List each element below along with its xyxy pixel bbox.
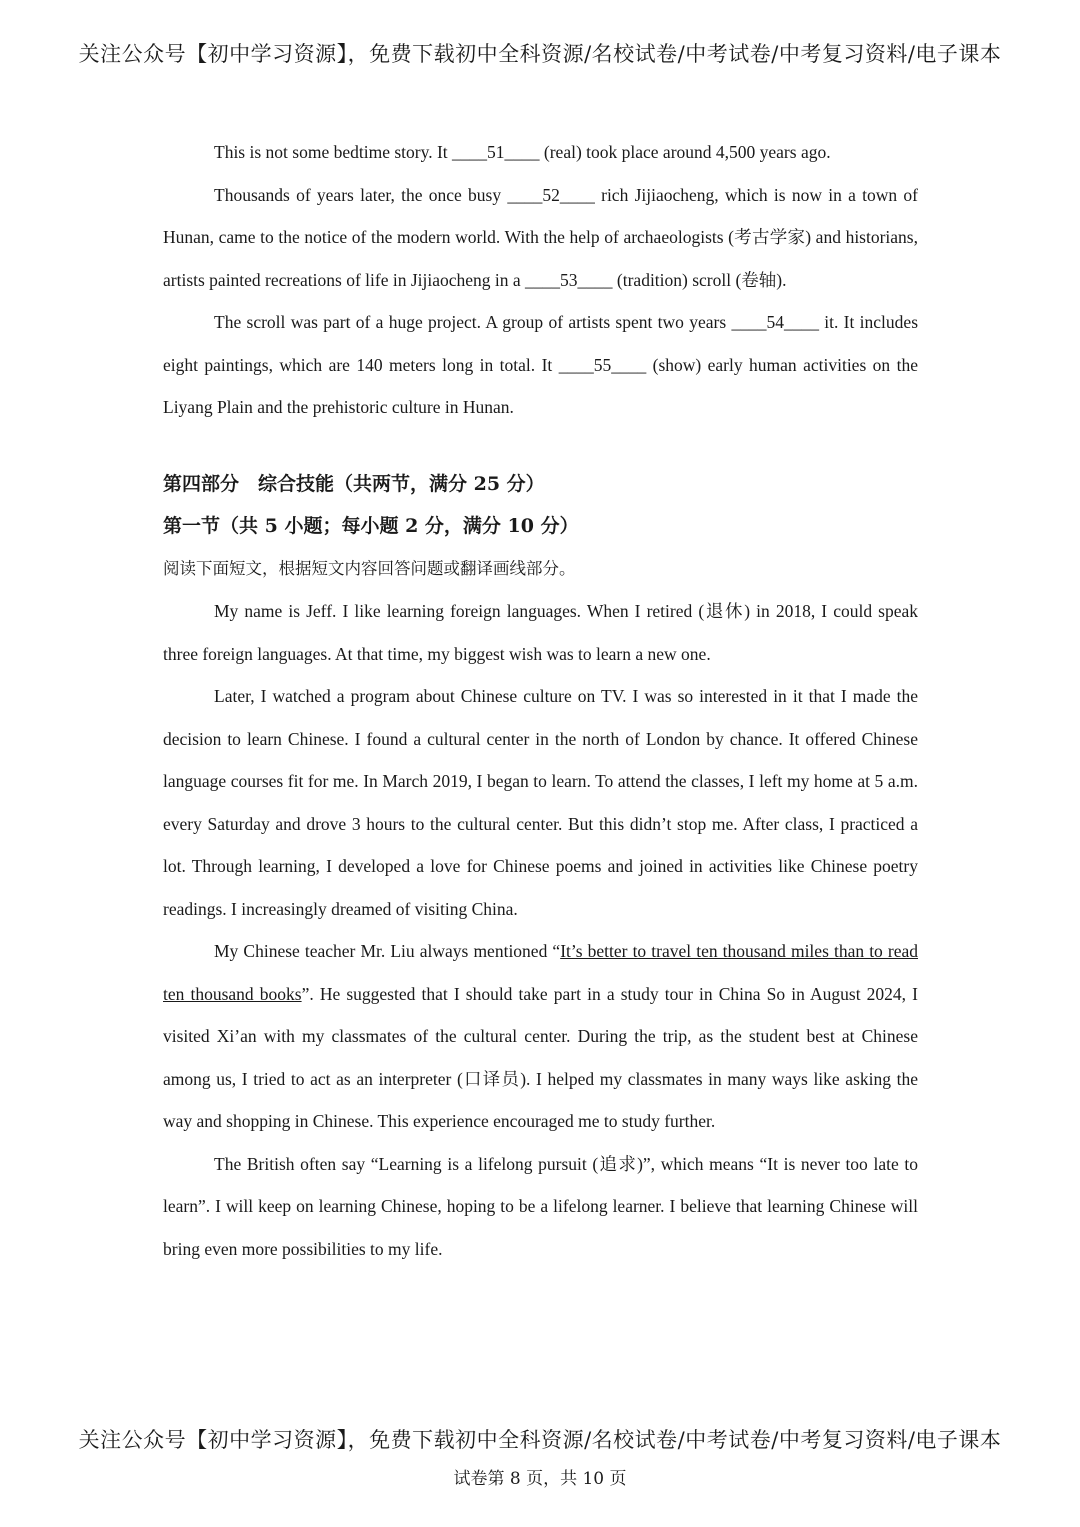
reading-passage-paragraph-1: My name is Jeff. I like learning foreign languages. When I retired (退休) in 2018, I could speak three foreign languages. At that time, my biggest wish was to learn a new one.	[163, 601, 918, 664]
text-run: (show) early human activities on the Liyang Plain and the prehistoric culture in Hunan.	[163, 354, 918, 417]
text-run: (tradition) scroll (卷轴).	[612, 269, 787, 290]
blank-52: ____52____	[507, 184, 595, 205]
reading-passage-paragraph-3	[163, 930, 918, 1143]
text-run: rich Jijiaocheng, which is now in a town of Hunan, came to the notice of the modern world. With the help of archaeologists (考古学家) and historians, artists painted recreations of life in Jijiaocheng in a	[163, 184, 918, 290]
text-run: ”. He suggested that I should take part in a study tour in China So in August 2024, I visited Xi’an with my classmates of the cultural center. During the trip, as the student best at Chinese among us, I tried to act as an interpreter (口译员). I helped my classmates in many ways like asking the way and shopping in Chinese. This experience encouraged me to study further.	[163, 983, 918, 1131]
part4-heading: 第四部分 综合技能（共两节，满分 25 分）	[163, 472, 545, 495]
fill-passage-paragraph-2	[163, 174, 918, 302]
text-run: (real) took place around 4,500 years ago.	[539, 142, 831, 162]
header-promo-banner: 关注公众号【初中学习资源】，免费下载初中全科资源/名校试卷/中考试卷/中考复习资料/电子课本	[78, 42, 1002, 66]
blank-54: ____54____	[731, 312, 819, 332]
reading-passage-paragraph-4: The British often say “Learning is a lifelong pursuit (追求)”, which means “It is never too late to learn”. I will keep on learning Chinese, hoping to be a lifelong learner. I believe that learning Chinese will bring even more possibilities to my life.	[163, 1153, 918, 1259]
page-number: 试卷第 8 页，共 10 页	[453, 1469, 627, 1489]
text-run: it. It includes eight paintings, which are 140 meters long in total. It	[163, 312, 918, 375]
section-spacer	[163, 429, 918, 463]
blank-55: ____55____	[558, 354, 647, 375]
text-run: My Chinese teacher Mr. Liu always mentioned “	[214, 941, 561, 961]
footer-promo-banner: 关注公众号【初中学习资源】，免费下载初中全科资源/名校试卷/中考试卷/中考复习资料/电子课本	[78, 1428, 1002, 1452]
section1-instruction: 阅读下面短文，根据短文内容回答问题或翻译画线部分。	[163, 558, 576, 578]
text-run: This is not some bedtime story. It	[214, 142, 453, 162]
text-run: Thousands of years later, the once busy	[214, 184, 508, 205]
fill-passage-paragraph-3	[163, 301, 918, 429]
exam-page-content	[163, 131, 918, 1270]
blank-53: ____53____	[525, 269, 613, 290]
blank-51: ____51____	[452, 142, 540, 162]
section1-heading: 第一节（共 5 小题；每小题 2 分，满分 10 分）	[163, 515, 579, 537]
reading-passage-paragraph-2: Later, I watched a program about Chinese culture on TV. I was so interested in it that I made the decision to learn Chinese. I found a cultural center in the north of London by chance. It offered Chinese language courses fit for me. In March 2019, I began to learn. To attend the classes, I left my home at 5 a.m. every Saturday and drove 3 hours to the cultural center. But this didn’t stop me. After class, I practiced a lot. Through learning, I developed a love for Chinese poems and joined in activities like Chinese poetry readings. I increasingly dreamed of visiting China.	[163, 686, 918, 919]
underlined-translation-sentence: It’s better to travel ten thousand miles than to read ten thousand books	[163, 941, 919, 1004]
text-run: The scroll was part of a huge project. A group of artists spent two years	[214, 312, 732, 332]
fill-passage-paragraph-1	[163, 131, 918, 174]
